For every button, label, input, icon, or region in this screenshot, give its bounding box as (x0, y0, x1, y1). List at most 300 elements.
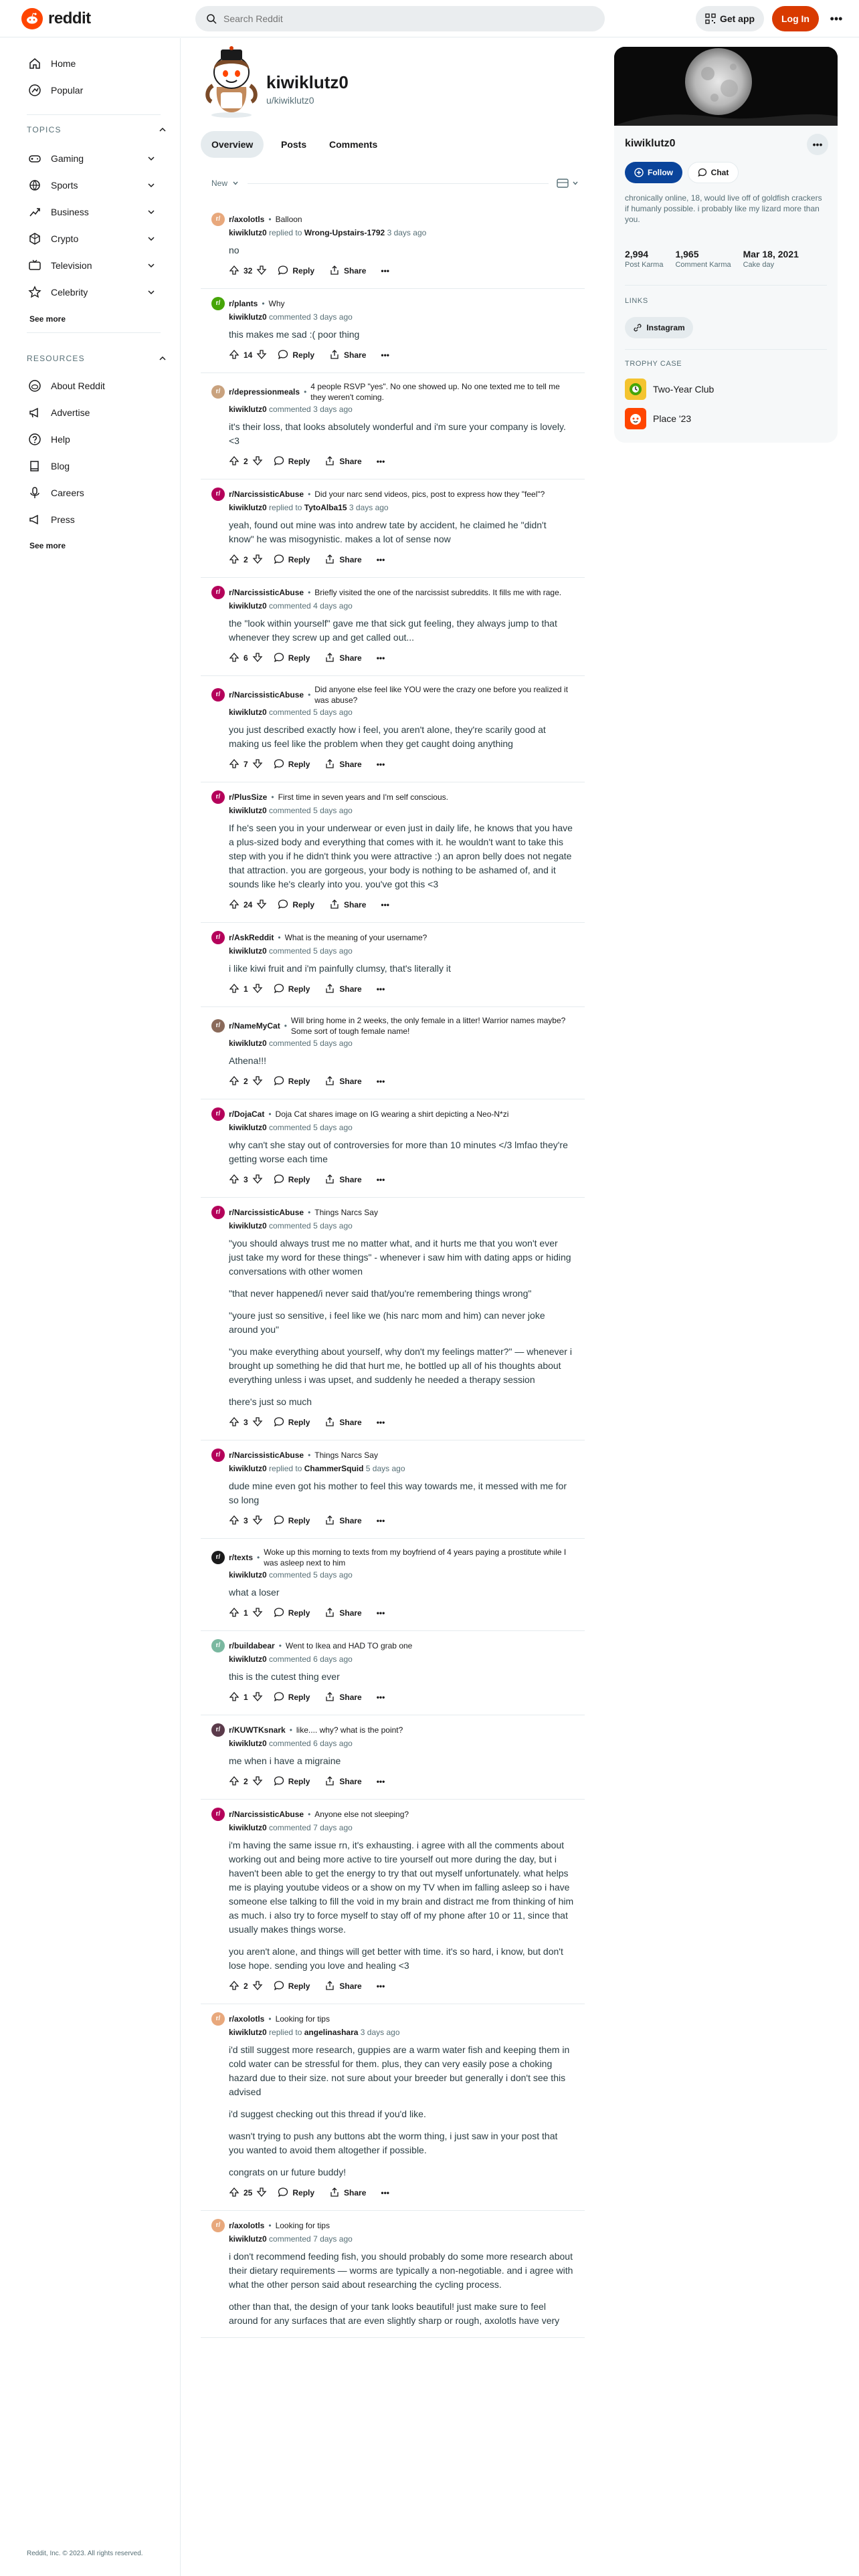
comment-paragraph: you aren't alone, and things will get better with time. it's so hard, i know, but don't lose hope. sending you love and healing <3 (229, 1946, 563, 1971)
downvote-icon[interactable] (256, 2187, 267, 2199)
comment-meta (229, 946, 574, 956)
comment-author[interactable]: kiwiklutz0 (229, 1221, 267, 1230)
get-app-button[interactable] (696, 6, 764, 31)
post-title-link[interactable]: like.... why? what is the point? (296, 1725, 403, 1735)
sidebar-item-press[interactable] (11, 506, 169, 533)
comment-author[interactable]: kiwiklutz0 (229, 1464, 267, 1473)
reply-button[interactable] (270, 1515, 314, 1527)
resources-header[interactable] (27, 354, 167, 363)
reply-button[interactable] (270, 1075, 314, 1088)
upvote-icon[interactable] (229, 265, 240, 278)
upvote-icon[interactable] (229, 1174, 240, 1186)
subreddit-link[interactable]: r/NarcissisticAbuse (229, 1451, 304, 1460)
upvote-icon[interactable] (229, 455, 240, 468)
vote-count: 2 (244, 1077, 248, 1086)
subreddit-link[interactable]: r/NarcissisticAbuse (229, 588, 304, 597)
feed-comment-item[interactable] (201, 373, 585, 479)
feed-comment-item[interactable] (201, 1440, 585, 1539)
reply-button[interactable] (274, 349, 318, 362)
sidebar-item-sports[interactable] (11, 172, 169, 199)
share-button[interactable] (320, 758, 365, 771)
comment-meta (229, 2234, 574, 2244)
feed-comment-item[interactable] (201, 2211, 585, 2338)
user-avatar[interactable] (201, 45, 262, 119)
share-button[interactable] (320, 1607, 365, 1620)
subreddit-icon[interactable]: r/ (211, 1107, 225, 1121)
comment-author[interactable]: kiwiklutz0 (229, 2028, 267, 2037)
comment-author[interactable]: kiwiklutz0 (229, 1570, 267, 1580)
sidebar-item-help[interactable] (11, 426, 169, 453)
separator-dot: • (308, 1208, 311, 1217)
post-title-link[interactable]: Briefly visited the one of the narcissist subreddits. It fills me with rage. (314, 588, 562, 597)
feed-comment-item[interactable] (201, 676, 585, 782)
post-title-link[interactable]: Doja Cat shares image on IG wearing a shirt depicting a Neo-N*zi (275, 1109, 509, 1119)
vote-count: 24 (244, 900, 253, 909)
subreddit-link[interactable]: r/NarcissisticAbuse (229, 1810, 304, 1819)
trophy-place-23[interactable] (625, 408, 691, 429)
sidebar-item-about[interactable] (11, 372, 169, 399)
sidebar-item-crypto[interactable] (11, 225, 169, 252)
comment-author[interactable]: kiwiklutz0 (229, 405, 267, 414)
reddit-snoo-icon (21, 8, 43, 29)
subreddit-link[interactable]: r/texts (229, 1553, 254, 1562)
subreddit-icon[interactable]: r/ (211, 1206, 225, 1219)
chevron-down-icon (146, 233, 157, 244)
downvote-icon[interactable] (256, 265, 267, 278)
share-button[interactable] (325, 349, 370, 362)
post-title-link[interactable]: Did anyone else feel like YOU were the crazy one before you realized it was abuse? (314, 685, 568, 705)
sidebar-item-celebrity[interactable] (11, 279, 169, 306)
vote-control (229, 983, 263, 996)
upvote-icon[interactable] (229, 1075, 240, 1088)
comment-author[interactable]: kiwiklutz0 (229, 503, 267, 512)
tab-comments[interactable]: Comments (329, 139, 378, 150)
topics-header[interactable] (27, 125, 167, 134)
reply-target-user[interactable]: Wrong-Upstairs-1792 (304, 228, 385, 237)
subreddit-link[interactable]: r/AskReddit (229, 933, 274, 942)
sidebar-item-popular[interactable] (11, 77, 169, 104)
comment-author[interactable]: kiwiklutz0 (229, 1123, 267, 1132)
share-label: Share (344, 266, 367, 276)
comment-more-icon[interactable]: ••• (376, 457, 385, 466)
reddit-logo[interactable] (21, 8, 91, 29)
press-icon (28, 513, 41, 526)
comment-body (229, 1479, 574, 1507)
post-title-link[interactable]: 4 people RSVP "yes". No one showed up. No one texted me to tell me they weren't coming. (310, 382, 560, 402)
subreddit-icon[interactable]: r/ (211, 2012, 225, 2026)
subreddit-icon[interactable]: r/ (211, 1019, 225, 1033)
downvote-icon[interactable] (252, 758, 263, 771)
share-button[interactable] (320, 1776, 365, 1788)
upvote-icon[interactable] (229, 758, 240, 771)
comment-more-icon[interactable]: ••• (376, 1175, 385, 1184)
feed-comment-item[interactable] (201, 1715, 585, 1800)
reply-button[interactable] (270, 1980, 314, 1993)
subreddit-icon[interactable]: r/ (211, 931, 225, 944)
upvote-icon[interactable] (229, 349, 240, 362)
comment-actions (229, 1689, 574, 1705)
comment-more-icon[interactable]: ••• (376, 760, 385, 769)
comment-context (211, 2219, 574, 2232)
post-title-link[interactable]: Anyone else not sleeping? (314, 1810, 409, 1819)
downvote-icon[interactable] (252, 1075, 263, 1088)
share-icon (324, 1416, 335, 1429)
vote-control (229, 2187, 267, 2199)
subreddit-link[interactable]: r/axolotls (229, 215, 265, 224)
comment-more-icon[interactable]: ••• (376, 1077, 385, 1086)
comment-author[interactable]: kiwiklutz0 (229, 601, 267, 611)
instagram-link[interactable] (625, 317, 693, 338)
feed-comment-item[interactable] (201, 578, 585, 676)
reply-label: Reply (288, 1175, 310, 1184)
comment-time: 3 days ago (313, 312, 353, 322)
search-input[interactable] (223, 13, 571, 24)
comment-time: 3 days ago (360, 2028, 400, 2037)
chat-button[interactable] (688, 162, 739, 183)
comment-more-icon[interactable]: ••• (376, 984, 385, 994)
follow-button[interactable] (625, 162, 682, 183)
subreddit-link[interactable]: r/plants (229, 299, 258, 308)
post-title-link[interactable]: Woke up this morning to texts from my boyfriend of 4 years paying a prostitute while I was asleep next to him (264, 1547, 567, 1568)
reply-button[interactable] (274, 265, 318, 278)
subreddit-icon[interactable]: r/ (211, 790, 225, 804)
profile-username: u/kiwiklutz0 (266, 95, 314, 106)
reply-button[interactable] (270, 1174, 314, 1186)
post-title-link[interactable]: Looking for tips (275, 2014, 330, 2024)
feed-comment-item[interactable] (201, 1539, 585, 1631)
reply-target-user[interactable]: TytoAlba15 (304, 503, 347, 512)
reply-label: Reply (292, 2188, 315, 2197)
sidebar-label: Careers (51, 488, 84, 498)
separator-dot: • (257, 1553, 260, 1562)
comment-author[interactable]: kiwiklutz0 (229, 312, 267, 322)
comment-body (229, 1054, 574, 1068)
subreddit-link[interactable]: r/NarcissisticAbuse (229, 690, 304, 700)
subreddit-icon[interactable]: r/ (211, 1723, 225, 1737)
reply-button[interactable] (270, 554, 314, 566)
comment-more-icon[interactable]: ••• (376, 1693, 385, 1702)
card-more-options-icon[interactable]: ••• (807, 134, 828, 155)
comment-body (229, 328, 574, 342)
comment-more-icon[interactable]: ••• (376, 1777, 385, 1786)
feed-comment-item[interactable] (201, 1198, 585, 1440)
comment-author[interactable]: kiwiklutz0 (229, 228, 267, 237)
reply-button[interactable] (270, 1691, 314, 1704)
upvote-icon[interactable] (229, 1607, 240, 1620)
share-icon (324, 983, 335, 996)
feed-comment-item[interactable] (201, 1099, 585, 1198)
stat-value: 1,965 (675, 249, 699, 259)
comment-time: 6 days ago (313, 1739, 353, 1748)
feed-comment-item[interactable] (201, 1800, 585, 2004)
post-title-link[interactable]: First time in seven years and I'm self conscious. (278, 792, 448, 802)
comment-author[interactable]: kiwiklutz0 (229, 1654, 267, 1664)
vote-control (229, 758, 263, 771)
sidebar-item-gaming[interactable] (11, 145, 169, 172)
share-icon (329, 2187, 340, 2199)
downvote-icon[interactable] (252, 652, 263, 665)
share-button[interactable] (325, 899, 370, 911)
reply-button[interactable] (274, 2187, 318, 2199)
upvote-icon[interactable] (229, 1515, 240, 1527)
comment-verb: commented (269, 601, 311, 611)
reply-target-user[interactable]: angelinashara (304, 2028, 359, 2037)
comment-verb: commented (269, 2234, 311, 2244)
comment-context (211, 2012, 574, 2026)
downvote-icon[interactable] (252, 1691, 263, 1704)
separator-dot: • (308, 588, 311, 597)
comment-meta (229, 312, 574, 322)
subreddit-icon[interactable]: r/ (211, 488, 225, 501)
downvote-icon[interactable] (252, 1174, 263, 1186)
comment-body (229, 1670, 574, 1684)
reply-button[interactable] (270, 1607, 314, 1620)
comment-author[interactable]: kiwiklutz0 (229, 946, 267, 956)
comment-more-icon[interactable]: ••• (376, 1608, 385, 1618)
comment-more-icon[interactable]: ••• (381, 2188, 390, 2197)
subreddit-link[interactable]: r/axolotls (229, 2014, 265, 2024)
stat-label: Post Karma (625, 261, 664, 269)
subreddit-link[interactable]: r/NarcissisticAbuse (229, 490, 304, 499)
sidebar-item-home[interactable] (11, 50, 169, 77)
subreddit-icon[interactable]: r/ (211, 385, 225, 399)
search-bar[interactable] (195, 6, 605, 31)
feed-comment-item[interactable] (201, 289, 585, 373)
downvote-icon[interactable] (252, 554, 263, 566)
more-options-icon[interactable]: ••• (830, 11, 843, 25)
comment-verb: replied to (269, 228, 302, 237)
comment-context (211, 1639, 574, 1652)
share-button[interactable] (320, 1980, 365, 1993)
share-label: Share (344, 350, 367, 360)
downvote-icon[interactable] (252, 1515, 263, 1527)
downvote-icon[interactable] (256, 899, 267, 911)
comment-karma-stat (675, 249, 731, 269)
vote-count: 32 (244, 266, 253, 276)
comment-paragraph: "you make everything about yourself, why don't my feelings matter?" — whenever i brought up something he did that hurt me, he bottled up all of his thoughts about everything unless i was upset, and suddenly he needed a therapy session (229, 1346, 572, 1385)
subreddit-icon[interactable]: r/ (211, 688, 225, 702)
resources-see-more-button[interactable]: See more (29, 541, 66, 550)
share-button[interactable] (320, 1075, 365, 1088)
follow-label: Follow (648, 168, 673, 177)
feed-comment-item[interactable] (201, 479, 585, 578)
tab-overview[interactable]: Overview (201, 131, 264, 158)
comment-body (229, 617, 574, 645)
subreddit-link[interactable]: r/depressionmeals (229, 387, 300, 397)
comment-paragraph: "you should always trust me no matter what, and it hurts me that you won't ever just take my word for these things" - whenever i saw him with dating apps or hiding conversations with other women (229, 1238, 571, 1277)
post-title-link[interactable]: Balloon (275, 215, 302, 224)
reply-button[interactable] (270, 652, 314, 665)
post-title-link[interactable]: Will bring home in 2 weeks, the only female in a litter! Warrior names maybe? Some sort of tough female name! (290, 1016, 566, 1036)
upvote-icon[interactable] (229, 983, 240, 996)
comment-more-icon[interactable]: ••• (376, 1418, 385, 1427)
vote-count: 2 (244, 457, 248, 466)
subreddit-icon[interactable]: r/ (211, 1808, 225, 1821)
vote-control (229, 1075, 263, 1088)
reply-label: Reply (288, 1516, 310, 1525)
reply-button[interactable] (270, 455, 314, 468)
comment-author[interactable]: kiwiklutz0 (229, 708, 267, 717)
share-button[interactable] (320, 455, 365, 468)
downvote-icon[interactable] (252, 1416, 263, 1429)
reply-icon (274, 554, 284, 566)
comment-time: 5 days ago (313, 1039, 353, 1048)
post-title-link[interactable]: Why (268, 299, 285, 308)
subreddit-icon[interactable]: r/ (211, 1448, 225, 1462)
downvote-icon[interactable] (252, 1607, 263, 1620)
subreddit-link[interactable]: r/NarcissisticAbuse (229, 1208, 304, 1217)
feed-comment-item[interactable] (201, 1007, 585, 1099)
feed-comment-item[interactable] (201, 923, 585, 1007)
comment-paragraph: wasn't trying to push any buttons abt the worm thing, i just saw in your post that you wanted to avoid them altogether if possible. (229, 2131, 558, 2155)
reply-label: Reply (288, 457, 310, 466)
view-toggle-button[interactable] (557, 178, 585, 189)
reply-target-user[interactable]: ChammerSquid (304, 1464, 364, 1473)
sidebar-item-business[interactable] (11, 199, 169, 225)
share-button[interactable] (325, 2187, 370, 2199)
share-button[interactable] (325, 265, 370, 278)
comment-body (229, 1586, 574, 1600)
comment-more-icon[interactable]: ••• (376, 1516, 385, 1525)
post-title-link[interactable]: Things Narcs Say (314, 1451, 378, 1460)
stat-label: Cake day (743, 261, 775, 269)
vote-control (229, 1691, 263, 1704)
comment-paragraph: dude mine even got his mother to feel this way towards me, it messed with me for so long (229, 1481, 567, 1505)
subreddit-link[interactable]: r/NameMyCat (229, 1021, 280, 1031)
comment-author[interactable]: kiwiklutz0 (229, 1739, 267, 1748)
subreddit-link[interactable]: r/KUWTKsnark (229, 1725, 286, 1735)
upvote-icon[interactable] (229, 1980, 240, 1993)
post-title-link[interactable]: Did your narc send videos, pics, post to express how they "feel"? (314, 490, 545, 499)
sidebar-item-television[interactable] (11, 252, 169, 279)
share-button[interactable] (320, 1515, 365, 1527)
share-button[interactable] (320, 554, 365, 566)
comment-more-icon[interactable]: ••• (381, 350, 390, 360)
card-view-icon (557, 178, 569, 189)
upvote-icon[interactable] (229, 652, 240, 665)
login-button[interactable]: Log In (772, 6, 819, 31)
comment-author[interactable]: kiwiklutz0 (229, 2234, 267, 2244)
downvote-icon[interactable] (252, 455, 263, 468)
topics-see-more-button[interactable]: See more (29, 314, 66, 324)
subreddit-link[interactable]: r/axolotls (229, 2221, 265, 2230)
comment-context (211, 1808, 574, 1821)
reply-button[interactable] (270, 1416, 314, 1429)
downvote-icon[interactable] (252, 1980, 263, 1993)
comment-more-icon[interactable]: ••• (376, 555, 385, 564)
separator-dot: • (278, 1641, 282, 1650)
upvote-icon[interactable] (229, 1691, 240, 1704)
plus-circle-icon (634, 168, 644, 177)
divider (625, 349, 827, 350)
reply-button[interactable] (274, 899, 318, 911)
stat-label: Comment Karma (675, 261, 731, 269)
post-title-link[interactable]: Things Narcs Say (314, 1208, 378, 1217)
upvote-icon[interactable] (229, 2187, 240, 2199)
share-label: Share (339, 653, 362, 663)
comment-actions (229, 453, 574, 469)
upvote-icon[interactable] (229, 1776, 240, 1788)
sidebar-item-advertise[interactable] (11, 399, 169, 426)
chevron-down-icon (571, 179, 579, 187)
comment-actions (229, 2185, 574, 2201)
feed-comment-item[interactable] (201, 782, 585, 923)
sidebar-item-careers[interactable] (11, 479, 169, 506)
share-icon (324, 1776, 335, 1788)
comment-meta (229, 1122, 574, 1133)
share-button[interactable] (320, 1174, 365, 1186)
comment-meta (229, 2027, 574, 2038)
comment-actions (229, 897, 574, 913)
sort-dropdown[interactable] (201, 179, 240, 188)
subreddit-icon[interactable]: r/ (211, 213, 225, 226)
comment-author[interactable]: kiwiklutz0 (229, 1823, 267, 1832)
feed-comment-item[interactable] (201, 2004, 585, 2211)
subreddit-icon[interactable]: r/ (211, 1551, 225, 1564)
feed-comment-item[interactable] (201, 1631, 585, 1715)
comment-author[interactable]: kiwiklutz0 (229, 806, 267, 815)
subreddit-link[interactable]: r/PlusSize (229, 792, 268, 802)
subreddit-icon[interactable]: r/ (211, 1639, 225, 1652)
comment-context (211, 1015, 574, 1037)
subreddit-icon[interactable]: r/ (211, 586, 225, 599)
post-title-link[interactable]: What is the meaning of your username? (284, 933, 427, 942)
sidebar-item-blog[interactable] (11, 453, 169, 479)
reply-icon (278, 2187, 288, 2199)
subreddit-icon[interactable]: r/ (211, 297, 225, 310)
subreddit-icon[interactable]: r/ (211, 2219, 225, 2232)
comment-more-icon[interactable]: ••• (381, 266, 390, 276)
feed-comment-item[interactable] (201, 205, 585, 289)
section-title: TOPICS (27, 125, 62, 134)
comment-more-icon[interactable]: ••• (376, 653, 385, 663)
separator-dot: • (308, 690, 311, 700)
comment-context (211, 1107, 574, 1121)
share-button[interactable] (320, 1416, 365, 1429)
share-icon (324, 554, 335, 566)
downvote-icon[interactable] (252, 1776, 263, 1788)
share-button[interactable] (320, 652, 365, 665)
upvote-icon[interactable] (229, 899, 240, 911)
comment-more-icon[interactable]: ••• (376, 1981, 385, 1991)
trophy-two-year-club[interactable] (625, 379, 714, 400)
share-button[interactable] (320, 983, 365, 996)
tab-posts[interactable]: Posts (281, 139, 307, 150)
downvote-icon[interactable] (252, 983, 263, 996)
reply-button[interactable] (270, 1776, 314, 1788)
comment-author[interactable]: kiwiklutz0 (229, 1039, 267, 1048)
share-icon (324, 1515, 335, 1527)
downvote-icon[interactable] (256, 349, 267, 362)
share-button[interactable] (320, 1691, 365, 1704)
upvote-icon[interactable] (229, 1416, 240, 1429)
reply-button[interactable] (270, 983, 314, 996)
comment-context (211, 586, 574, 599)
upvote-icon[interactable] (229, 554, 240, 566)
vote-control (229, 1515, 263, 1527)
subreddit-link[interactable]: r/buildabear (229, 1641, 275, 1650)
vote-control (229, 899, 267, 911)
post-title-link[interactable]: Went to Ikea and HAD TO grab one (285, 1641, 413, 1650)
comment-more-icon[interactable]: ••• (381, 900, 390, 909)
subreddit-link[interactable]: r/DojaCat (229, 1109, 265, 1119)
post-title-link[interactable]: Looking for tips (275, 2221, 330, 2230)
separator-dot: • (284, 1021, 287, 1031)
comment-time: 5 days ago (365, 1464, 405, 1473)
comment-meta (229, 1220, 574, 1231)
reply-button[interactable] (270, 758, 314, 771)
comment-verb: commented (269, 1221, 311, 1230)
